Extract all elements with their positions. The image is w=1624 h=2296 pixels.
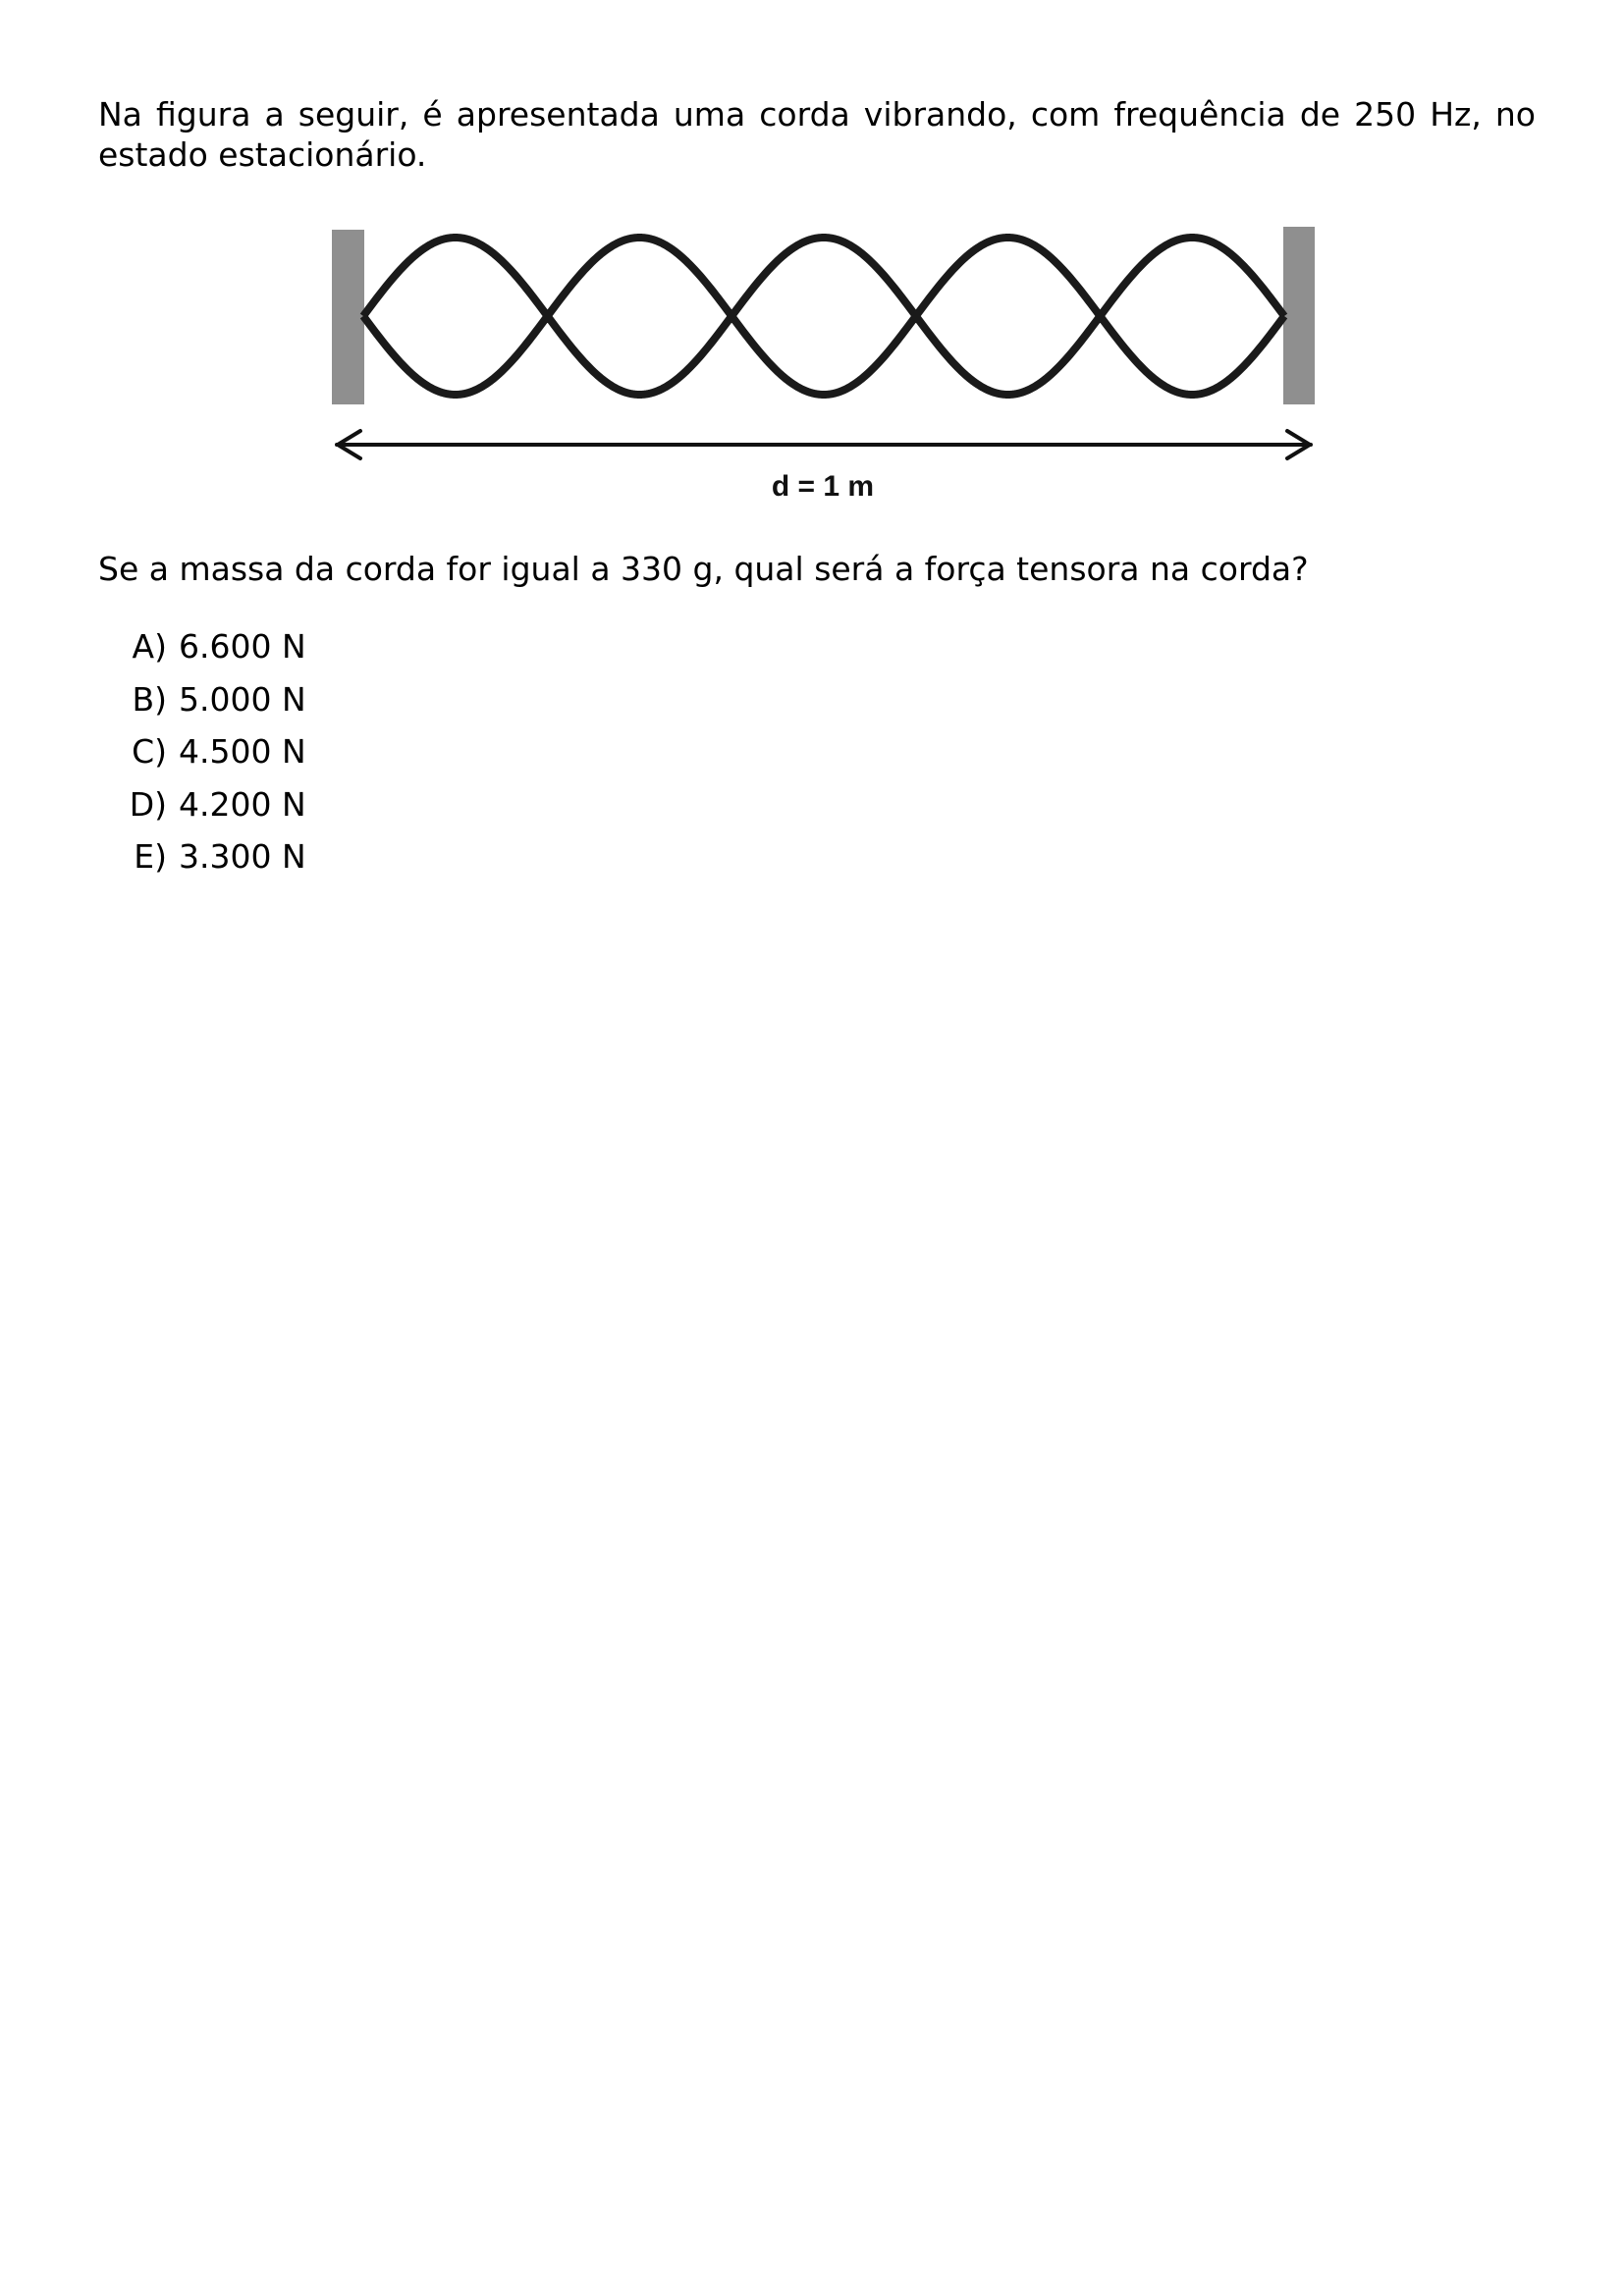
option-letter: B)	[132, 679, 167, 719]
option-text: 4.500 N	[179, 732, 306, 771]
question-stem: Se a massa da corda for igual a 330 g, qual será a força tensora na corda?	[98, 550, 1309, 588]
option-text: 5.000 N	[179, 679, 306, 719]
string-wave-group	[363, 238, 1284, 395]
standing-wave-diagram	[319, 218, 1321, 512]
string-lower-envelope	[363, 316, 1284, 395]
string-upper-envelope	[363, 238, 1284, 316]
right-fixed-wall	[1283, 227, 1315, 404]
option-letter: A)	[132, 627, 167, 666]
left-fixed-wall	[332, 230, 364, 404]
option-letter: D)	[129, 784, 167, 824]
option-text: 6.600 N	[179, 627, 306, 666]
option-text: 3.300 N	[179, 837, 306, 876]
standing-wave-figure	[319, 218, 1321, 512]
length-arrow	[337, 431, 1311, 458]
option-letter: E)	[134, 837, 167, 876]
question-intro: Na figura a seguir, é apresentada uma corda vibrando, com frequência de 250 Hz, no estado estacionário.	[98, 95, 1536, 174]
option-text: 4.200 N	[179, 784, 306, 824]
option-letter: C)	[132, 732, 167, 771]
length-label: d = 1 m	[771, 470, 875, 503]
